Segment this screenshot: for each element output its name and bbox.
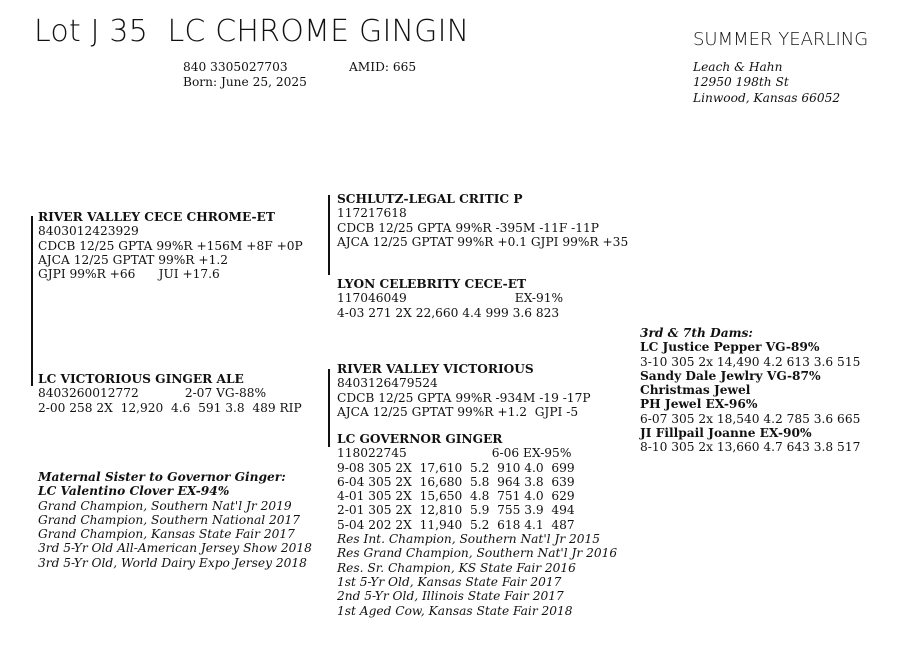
maternal-sister-heading: Maternal Sister to Governor Ginger: — [38, 470, 286, 484]
birth-date: Born: June 25, 2025 — [183, 75, 307, 89]
dam-reg-row — [38, 386, 302, 400]
sire-line: CDCB 12/25 GPTA 99%R +156M +8F +0P — [38, 238, 303, 253]
dam-dam-reg-row — [337, 446, 617, 460]
class-label: SUMMER YEARLING — [693, 29, 869, 50]
extended-dam-name: Christmas Jewel — [640, 383, 751, 398]
sire-reg: 8403012423929 — [38, 224, 139, 239]
dam-sire-line: AJCA 12/25 GPTAT 99%R +1.2 GJPI -5 — [337, 404, 579, 419]
consignor-street: 12950 198th St — [693, 75, 789, 89]
sire-line: AJCA 12/25 GPTAT 99%R +1.2 — [38, 252, 228, 267]
maternal-sister-name: LC Valentino Clover EX-94% — [38, 484, 230, 499]
registration-number: 840 3305027703 — [183, 60, 288, 74]
sire-dam-reg: 117046049 — [337, 291, 407, 306]
sire-dam-bracket — [31, 216, 33, 386]
dam-dam-honor: Res Int. Champion, Southern Nat'l Jr 2015 — [337, 532, 601, 547]
sire-sire-line: AJCA 12/25 GPTAT 99%R +0.1 GJPI 99%R +35 — [337, 234, 629, 249]
sire-dam-score: EX-91% — [514, 291, 564, 306]
extended-dam-record: 3-10 305 2x 14,490 4.2 613 3.6 515 — [640, 354, 861, 369]
sire-line: GJPI 99%R +66 JUI +17.6 — [38, 267, 220, 282]
extended-dam-name: LC Justice Pepper VG-89% — [640, 340, 820, 355]
extended-dam-name: Sandy Dale Jewlry VG-87% — [640, 368, 821, 383]
maternal-sister-honor: 3rd 5-Yr Old All-American Jersey Show 2018 — [38, 541, 312, 556]
sire-block — [38, 210, 303, 281]
maternal-sister-honor: Grand Champion, Southern Nat'l Jr 2019 — [38, 498, 292, 513]
maternal-sister-honor: 3rd 5-Yr Old, World Dairy Expo Jersey 2018 — [38, 555, 307, 570]
dam-dam-record: 5-04 202 2X 11,940 5.2 618 4.1 487 — [337, 517, 575, 532]
dam-dam-record: 4-01 305 2X 15,650 4.8 751 4.0 629 — [337, 489, 575, 504]
dam-name: LC VICTORIOUS GINGER ALE — [38, 372, 244, 386]
dam-dam-honor: 1st 5-Yr Old, Kansas State Fair 2017 — [337, 574, 562, 589]
sire-dam-name: LYON CELEBRITY CECE-ET — [337, 277, 527, 291]
dam-dam-reg: 118022745 — [337, 446, 407, 461]
amid: AMID: 665 — [349, 60, 417, 74]
dam-dam-honor: Res. Sr. Champion, KS State Fair 2016 — [337, 560, 576, 575]
consignor-city: Linwood, Kansas 66052 — [693, 91, 841, 105]
animal-name: LC CHROME GINGIN — [167, 14, 470, 49]
dam-sire-name: RIVER VALLEY VICTORIOUS — [337, 362, 534, 376]
lot-number: Lot J 35 — [34, 14, 148, 49]
sire-dam-record: 4-03 271 2X 22,660 4.4 999 3.6 823 — [337, 305, 560, 320]
dam-dam-record: 6-04 305 2X 16,680 5.8 964 3.8 639 — [337, 474, 575, 489]
sire-sire-name: SCHLUTZ-LEGAL CRITIC P — [337, 192, 523, 206]
extended-dam-record: 6-07 305 2x 18,540 4.2 785 3.6 665 — [640, 411, 861, 426]
dam-dam-honor: Res Grand Champion, Southern Nat'l Jr 2016 — [337, 546, 618, 561]
maternal-sister-block — [38, 470, 312, 570]
dam-score: 2-07 VG-88% — [184, 386, 267, 401]
sire-dam-block — [337, 277, 563, 320]
sire-bracket — [328, 195, 330, 275]
dam-sire-block — [337, 362, 591, 419]
dam-reg: 8403260012772 — [38, 386, 139, 401]
sire-sire-reg: 117217618 — [337, 206, 407, 221]
extended-dams-block — [640, 326, 860, 455]
sire-sire-block — [337, 192, 628, 249]
extended-dam-name: PH Jewel EX-96% — [640, 397, 758, 412]
lot-title — [34, 14, 469, 49]
dam-dam-record: 2-01 305 2X 12,810 5.9 755 3.9 494 — [337, 503, 575, 518]
dam-sire-reg: 8403126479524 — [337, 376, 438, 391]
consignor-name: Leach & Hahn — [693, 60, 783, 74]
dam-dam-honor: 2nd 5-Yr Old, Illinois State Fair 2017 — [337, 589, 564, 604]
maternal-sister-honor: Grand Champion, Kansas State Fair 2017 — [38, 527, 295, 542]
sire-sire-line: CDCB 12/25 GPTA 99%R -395M -11F -11P — [337, 220, 599, 235]
sire-name: RIVER VALLEY CECE CHROME-ET — [38, 210, 275, 224]
dam-dam-score: 6-06 EX-95% — [491, 446, 572, 461]
dam-dam-name: LC GOVERNOR GINGER — [337, 432, 503, 446]
dam-sire-line: CDCB 12/25 GPTA 99%R -934M -19 -17P — [337, 390, 591, 405]
dam-block — [38, 372, 302, 415]
maternal-sister-honor: Grand Champion, Southern National 2017 — [38, 512, 300, 527]
extended-dams-heading: 3rd & 7th Dams: — [640, 326, 753, 340]
sire-dam-reg-row — [337, 291, 563, 305]
dam-dam-honor: 1st Aged Cow, Kansas State Fair 2018 — [337, 603, 573, 618]
dam-bracket — [328, 369, 330, 447]
dam-record: 2-00 258 2X 12,920 4.6 591 3.8 489 RIP — [38, 400, 302, 415]
dam-dam-block — [337, 432, 617, 618]
extended-dam-name: JI Fillpail Joanne EX-90% — [640, 426, 812, 441]
extended-dam-record: 8-10 305 2x 13,660 4.7 643 3.8 517 — [640, 440, 861, 455]
dam-dam-record: 9-08 305 2X 17,610 5.2 910 4.0 699 — [337, 460, 575, 475]
